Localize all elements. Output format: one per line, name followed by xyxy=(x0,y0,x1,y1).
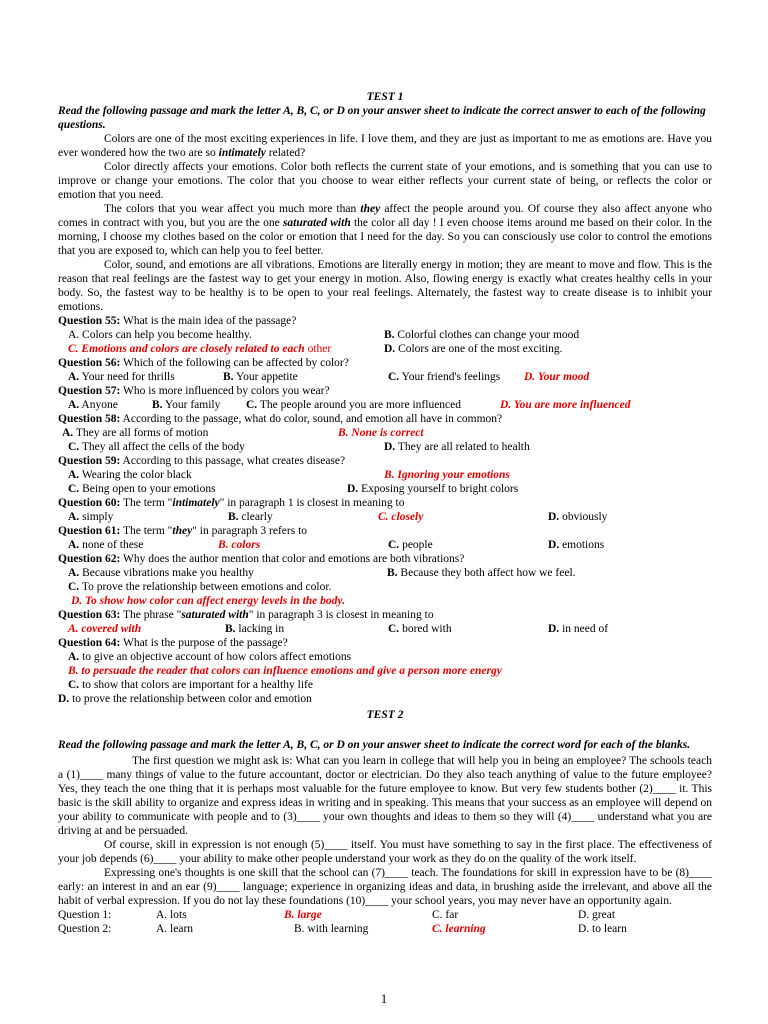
option-b[interactable]: B. Your family xyxy=(152,399,221,411)
test2-paragraph-3: Expressing one's thoughts is one skill that the school can (7)____ teach. The foundations for skill in expression have to be (8)____ early: an interest in and an ear (9)____ language; experience in organizing ideas and data, in brushing aside the irrelevant, and above all the habit of verbal expression. If you do not lay these foundations (10)____ your school years, you may never have an opportunity again. xyxy=(58,867,712,907)
question-label: Question 2: xyxy=(58,923,112,935)
test2-question-2 xyxy=(58,922,712,936)
option-a[interactable]: A. They are all forms of motion xyxy=(62,427,209,439)
option-c[interactable]: C. Your friend's feelings xyxy=(388,371,501,383)
option-c[interactable]: C. to show that colors are important for a healthy life xyxy=(68,679,313,691)
question-64: Question 64: What is the purpose of the passage? xyxy=(58,637,288,649)
option-b[interactable]: B. clearly xyxy=(228,511,273,523)
question-62-option-d xyxy=(58,594,712,608)
option-d[interactable]: D. They are all related to health xyxy=(384,441,530,453)
test2-question-1 xyxy=(58,908,712,922)
question-56-options xyxy=(58,370,712,384)
question-64-option-d xyxy=(58,692,712,706)
option-d[interactable]: D. Exposing yourself to bright colors xyxy=(347,483,519,495)
question-55: Question 55: What is the main idea of the passage? xyxy=(58,315,297,327)
option-b[interactable]: B. with learning xyxy=(294,923,369,935)
option-d[interactable]: D. to learn xyxy=(578,923,627,935)
question-59-options-row2 xyxy=(58,482,712,496)
passage-paragraph-1: Colors are one of the most exciting experiences in life. I love them, and they are just as important to me as emotions are. Have you ever wondered how the two are so intimately related? xyxy=(58,133,712,159)
question-62: Question 62: Why does the author mention that color and emotions are both vibrations? xyxy=(58,553,465,565)
option-a[interactable]: A. Because vibrations make you healthy xyxy=(68,567,254,579)
option-c-answer[interactable]: C. Emotions and colors are closely related to each other xyxy=(68,343,332,355)
question-57: Question 57: Who is more influenced by colors you wear? xyxy=(58,385,330,397)
question-62-option-c xyxy=(58,580,712,594)
option-b-answer[interactable]: B. large xyxy=(284,909,322,921)
option-d-answer[interactable]: D. Your mood xyxy=(524,371,590,383)
option-a[interactable]: A. Colors can help you become healthy. xyxy=(68,329,252,341)
question-63-options xyxy=(58,622,712,636)
option-c[interactable]: C. Being open to your emotions xyxy=(68,483,216,495)
option-c-answer[interactable]: C. closely xyxy=(378,511,424,523)
question-55-options-row2 xyxy=(58,342,712,356)
question-63: Question 63: The phrase "saturated with" in paragraph 3 is closest in meaning to xyxy=(58,609,434,621)
question-61-options xyxy=(58,538,712,552)
test2-paragraph-2: Of course, skill in expression is not enough (5)____ itself. You must have something to say in the first place. The effectiveness of your job depends (6)____ your ability to make other people understand your work as they do on the quality of the work itself. xyxy=(58,839,712,865)
test2-title: TEST 2 xyxy=(366,709,404,721)
question-56: Question 56: Which of the following can be affected by color? xyxy=(58,357,349,369)
question-label: Question 1: xyxy=(58,909,112,921)
test2-instruction: Read the following passage and mark the letter A, B, C, or D on your answer sheet to indicate the correct word for each of the blanks. xyxy=(58,739,691,751)
question-55-options-row1 xyxy=(58,328,712,342)
option-c[interactable]: C. far xyxy=(432,909,459,921)
test2-paragraph-1: The first question we might ask is: What can you learn in college that will help you in being an employee? The schools teach a (1)____ many things of value to the future accountant, doctor or electrician. Do they also teach anything of value to the future employee? Yes, they teach the one thing that it is perhaps most valuable for the future employee to know. But very few students bother (2)____ it. This basic is the skill ability to organize and express ideas in writing and in speaking. This means that your success as an employee will depend on your ability to communicate with people and to (3)____ your own thoughts and ideas to them so they will (4)____ understand what you are driving at and be persuaded. xyxy=(58,755,712,837)
option-d[interactable]: D. great xyxy=(578,909,616,921)
question-62-options-row1 xyxy=(58,566,712,580)
option-b-answer[interactable]: B. colors xyxy=(218,539,261,551)
question-60-options xyxy=(58,510,712,524)
option-d-answer[interactable]: D. You are more influenced xyxy=(500,399,631,411)
option-c[interactable]: C. To prove the relationship between emotions and color. xyxy=(68,581,332,593)
question-64-option-b xyxy=(58,664,712,678)
question-58-options-row2 xyxy=(58,440,712,454)
question-58-options-row1 xyxy=(58,426,712,440)
option-a[interactable]: A. Your need for thrills xyxy=(68,371,175,383)
option-c-answer[interactable]: C. learning xyxy=(432,923,486,935)
question-59: Question 59: According to this passage, what creates disease? xyxy=(58,455,346,467)
passage-paragraph-3: The colors that you wear affect you much more than they affect the people around you. Of course they also affect anyone who comes in contract with you, but you are the one saturated with the color all day ! I even choose items around me based on their color. In the morning, I choose my clothes based on the color or emotion that I need for the day. So you can consciously use color to control the emotions that you are exposed to, which can help you to feel better. xyxy=(58,203,712,257)
option-b-answer[interactable]: B. Ignoring your emotions xyxy=(384,469,510,481)
option-a[interactable]: A. Wearing the color black xyxy=(68,469,192,481)
option-a[interactable]: A. to give an objective account of how colors affect emotions xyxy=(68,651,352,663)
passage-paragraph-2: Color directly affects your emotions. Color both reflects the current state of your emotions, and is something that you can use to improve or change your emotions. The color that you choose to wear either reflects your current state of being, or reflects the color or emotion that you need. xyxy=(58,161,712,201)
option-a[interactable]: A. lots xyxy=(156,909,187,921)
option-c[interactable]: C. They all affect the cells of the body xyxy=(68,441,245,453)
option-d[interactable]: D. in need of xyxy=(548,623,609,635)
option-b[interactable]: B. Because they both affect how we feel. xyxy=(387,567,576,579)
option-b[interactable]: B. Colorful clothes can change your mood xyxy=(384,329,580,341)
question-64-option-a xyxy=(58,650,712,664)
option-a[interactable]: A. learn xyxy=(156,923,194,935)
test1-title: TEST 1 xyxy=(366,91,404,103)
option-b-answer[interactable]: B. to persuade the reader that colors can influence emotions and give a person more energy xyxy=(68,665,502,677)
question-64-option-c xyxy=(58,678,712,692)
option-b[interactable]: B. lacking in xyxy=(225,623,285,635)
test1-instruction: Read the following passage and mark the letter A, B, C, or D on your answer sheet to indicate the correct answer to each of the following questions. xyxy=(58,105,706,131)
question-60: Question 60: The term "intimately" in paragraph 1 is closest in meaning to xyxy=(58,497,405,509)
option-d[interactable]: D. to prove the relationship between color and emotion xyxy=(58,693,312,705)
option-a[interactable]: A. Anyone xyxy=(68,399,118,411)
option-a[interactable]: A. simply xyxy=(68,511,114,523)
option-d-answer[interactable]: D. To show how color can affect energy levels in the body. xyxy=(71,595,345,607)
question-59-options-row1 xyxy=(58,468,712,482)
option-c[interactable]: C. people xyxy=(388,539,433,551)
page-number: 1 xyxy=(380,991,388,1006)
option-b[interactable]: B. Your appetite xyxy=(223,371,298,383)
option-d[interactable]: D. Colors are one of the most exciting. xyxy=(384,343,563,355)
question-61: Question 61: The term "they" in paragraph 3 refers to xyxy=(58,525,308,537)
question-58: Question 58: According to the passage, what do color, sound, and emotion all have in common? xyxy=(58,413,503,425)
option-d[interactable]: D. emotions xyxy=(548,539,605,551)
passage-paragraph-4: Color, sound, and emotions are all vibrations. Emotions are literally energy in motion; they are meant to move and flow. This is the reason that real feelings are the fastest way to get your energy in motion. Also, flowing energy is exactly what creates healthy cells in your body. So, the fastest way to be healthy is to be open to your real feelings. Alternately, the fastest way to create disease is to inhibit your emotions. xyxy=(58,259,712,313)
option-c[interactable]: C. The people around you are more influenced xyxy=(246,399,462,411)
spacer xyxy=(58,722,712,738)
option-a[interactable]: A. none of these xyxy=(68,539,144,551)
option-d[interactable]: D. obviously xyxy=(548,511,608,523)
option-a-answer[interactable]: A. covered with xyxy=(68,623,142,635)
option-c[interactable]: C. bored with xyxy=(388,623,452,635)
option-b-answer[interactable]: B. None is correct xyxy=(338,427,424,439)
question-57-options xyxy=(58,398,712,412)
